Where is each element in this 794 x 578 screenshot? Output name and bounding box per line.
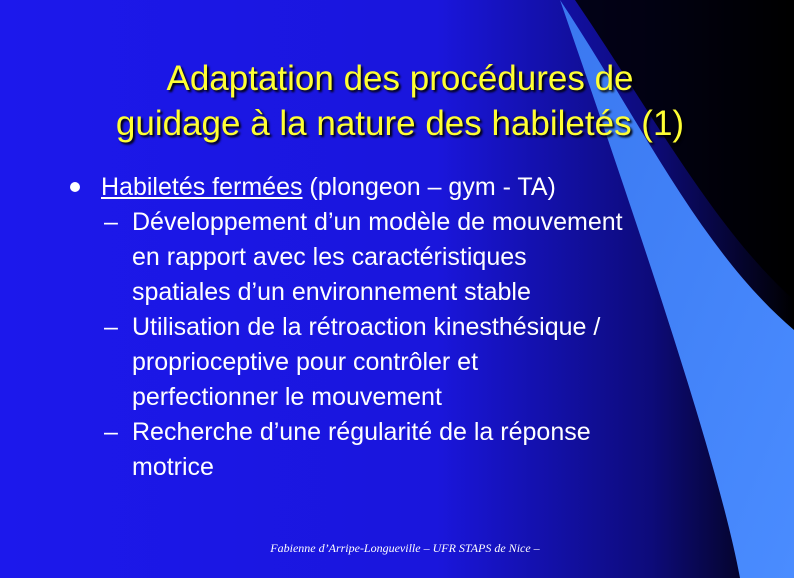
dash-icon: – bbox=[104, 418, 118, 446]
sub-bullet-item bbox=[70, 205, 750, 310]
sub-bullet-line: Utilisation de la rétroaction kinesthésique / bbox=[132, 313, 601, 341]
dash-icon: – bbox=[104, 313, 118, 341]
slide-title bbox=[40, 56, 760, 146]
bullet-dot-icon bbox=[70, 182, 80, 192]
sub-bullet-line: motrice bbox=[132, 453, 214, 481]
dash-icon: – bbox=[104, 208, 118, 236]
sub-bullet-item bbox=[70, 310, 750, 415]
slide-title-line-2: guidage à la nature des habiletés (1) bbox=[115, 104, 685, 143]
sub-bullet-line: perfectionner le mouvement bbox=[132, 383, 442, 411]
sub-bullet-line: Développement d’un modèle de mouvement bbox=[132, 208, 623, 236]
slide-title-line-1: Adaptation des procédures de bbox=[166, 59, 634, 98]
sub-bullet-line: Recherche d’une régularité de la réponse bbox=[132, 418, 591, 446]
sub-bullet-item bbox=[70, 415, 750, 485]
slide-footer: Fabienne d’Arripe-Longueville – UFR STAPS de Nice – bbox=[270, 541, 540, 555]
sub-bullet-line: proprioceptive pour contrôler et bbox=[132, 348, 479, 376]
sub-bullet-line: en rapport avec les caractéristiques bbox=[132, 243, 527, 271]
bullet-text bbox=[101, 173, 556, 201]
sub-bullet-line: spatiales d’un environnement stable bbox=[132, 278, 531, 306]
bullet-item bbox=[70, 170, 750, 205]
slide-body bbox=[70, 170, 750, 485]
bullet-rest-text: (plongeon – gym - TA) bbox=[302, 173, 556, 201]
sub-bullet-list bbox=[70, 205, 750, 485]
bullet-underlined-text: Habiletés fermées bbox=[101, 173, 303, 201]
